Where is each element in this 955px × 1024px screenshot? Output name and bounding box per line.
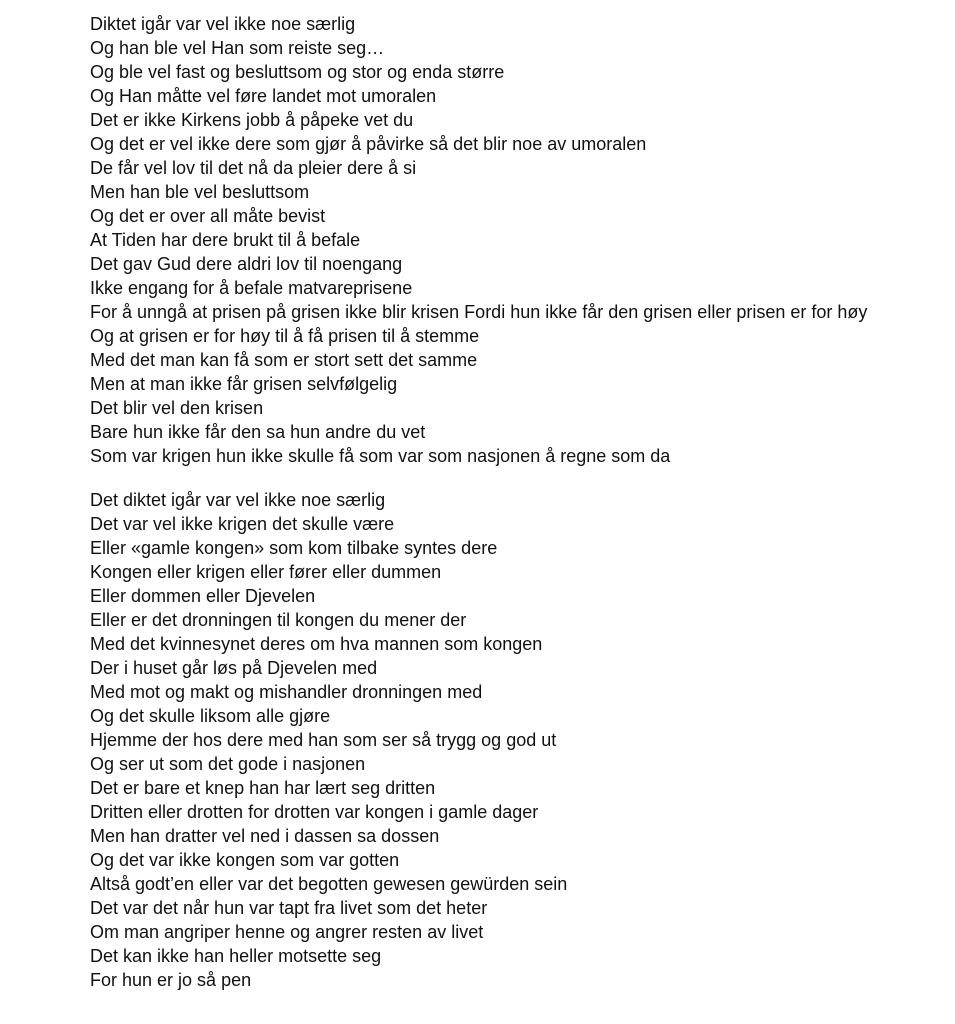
poem-line: Og Han måtte vel føre landet mot umoralen xyxy=(90,86,437,106)
poem-line: Det gav Gud dere aldri lov til noengang xyxy=(90,254,403,274)
poem-line: Men han dratter vel ned i dassen sa dossen xyxy=(90,826,440,846)
poem-line: Og ser ut som det gode i nasjonen xyxy=(90,754,366,774)
poem-line: Og at grisen er for høy til å få prisen til å stemme xyxy=(90,326,480,346)
poem-line: Og det er over all måte bevist xyxy=(90,206,326,226)
poem-line: Bare hun ikke får den sa hun andre du vet xyxy=(90,422,426,442)
poem-line: Men at man ikke får grisen selvfølgelig xyxy=(90,374,398,394)
poem-line: Det blir vel den krisen xyxy=(90,398,264,418)
poem-line: Det var det når hun var tapt fra livet som det heter xyxy=(90,898,488,918)
stanza-1 xyxy=(90,12,870,468)
poem-line: Men han ble vel besluttsom xyxy=(90,182,310,202)
poem-line: Der i huset går løs på Djevelen med xyxy=(90,658,378,678)
poem-line: Det er bare et knep han har lært seg dritten xyxy=(90,778,436,798)
poem-line: Det diktet igår var vel ikke noe særlig xyxy=(90,490,386,510)
poem-line: Og det er vel ikke dere som gjør å påvirke så det blir noe av umoralen xyxy=(90,134,647,154)
poem-line: Diktet igår var vel ikke noe særlig xyxy=(90,14,356,34)
poem-line: Hjemme der hos dere med han som ser så trygg og god ut xyxy=(90,730,557,750)
poem-line: Som var krigen hun ikke skulle få som var som nasjonen å regne som da xyxy=(90,446,671,466)
poem-line: Dritten eller drotten for drotten var kongen i gamle dager xyxy=(90,802,539,822)
poem-line: Det kan ikke han heller motsette seg xyxy=(90,946,382,966)
poem-line: Og han ble vel Han som reiste seg… xyxy=(90,38,385,58)
poem-line: Det er ikke Kirkens jobb å påpeke vet du xyxy=(90,110,414,130)
poem-line: Eller «gamle kongen» som kom tilbake syntes dere xyxy=(90,538,498,558)
poem-line: Og ble vel fast og besluttsom og stor og enda større xyxy=(90,62,505,82)
poem-line: Med det man kan få som er stort sett det samme xyxy=(90,350,478,370)
poem-line: Altså godt’en eller var det begotten gewesen gewürden sein xyxy=(90,874,568,894)
poem-line: At Tiden har dere brukt til å befale xyxy=(90,230,361,250)
poem-page xyxy=(90,12,870,992)
poem-line: Og det var ikke kongen som var gotten xyxy=(90,850,400,870)
poem-line: For hun er jo så pen xyxy=(90,970,252,990)
poem-line: Ikke engang for å befale matvareprisene xyxy=(90,278,413,298)
poem-line: De får vel lov til det nå da pleier dere å si xyxy=(90,158,417,178)
poem-line: For å unngå at prisen på grisen ikke blir krisen Fordi hun ikke får den grisen eller prisen er for høy xyxy=(90,302,868,322)
poem-line: Eller er det dronningen til kongen du mener der xyxy=(90,610,467,630)
poem-line: Med mot og makt og mishandler dronningen med xyxy=(90,682,483,702)
poem-line: Det var vel ikke krigen det skulle være xyxy=(90,514,395,534)
poem-line: Kongen eller krigen eller fører eller dummen xyxy=(90,562,442,582)
poem-line: Om man angriper henne og angrer resten av livet xyxy=(90,922,484,942)
poem-line: Og det skulle liksom alle gjøre xyxy=(90,706,331,726)
stanza-2 xyxy=(90,488,870,992)
poem-line: Med det kvinnesynet deres om hva mannen som kongen xyxy=(90,634,543,654)
poem-line: Eller dommen eller Djevelen xyxy=(90,586,316,606)
